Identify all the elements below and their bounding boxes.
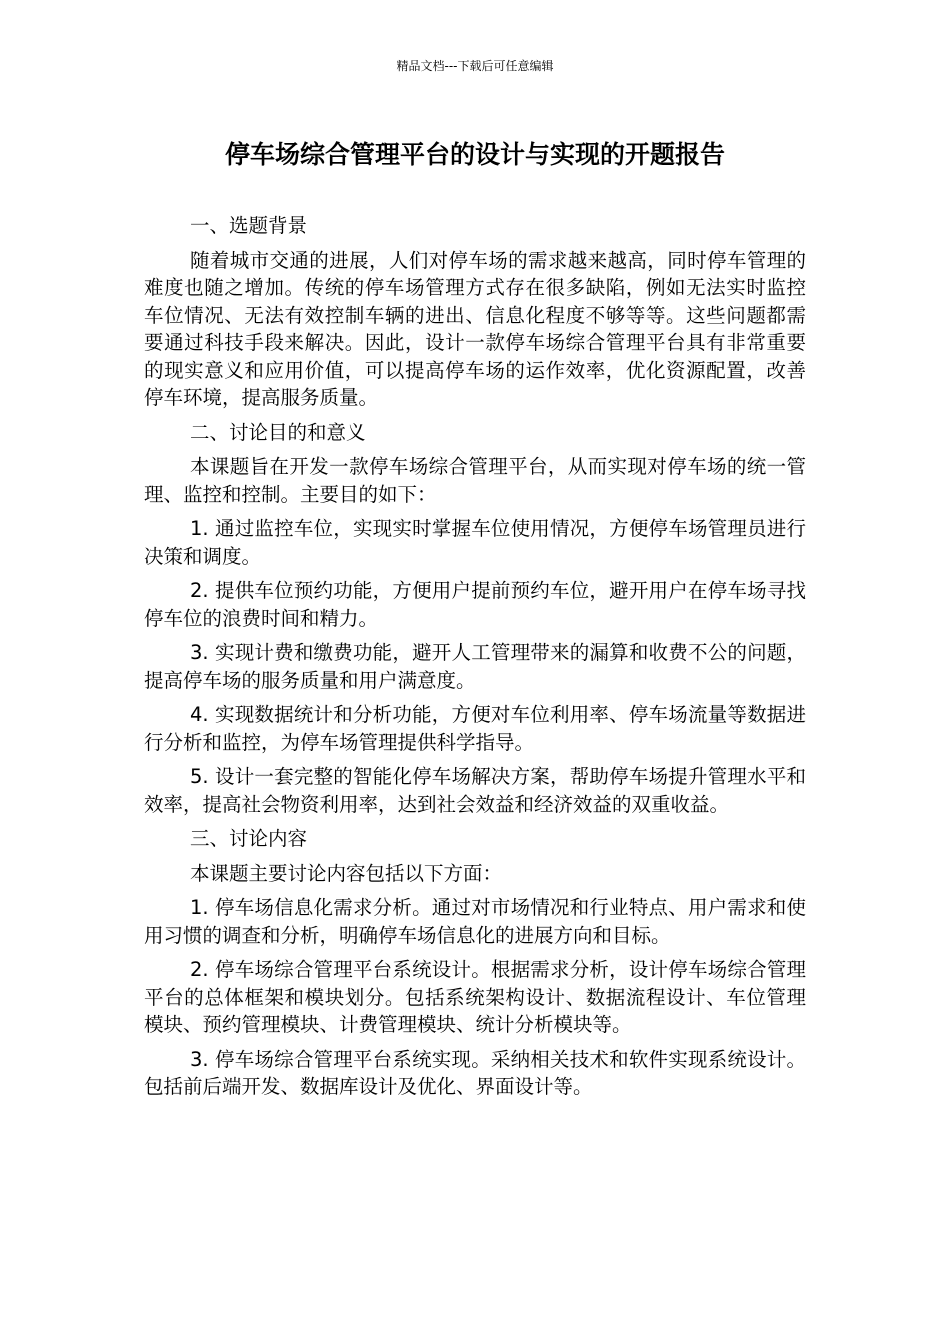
paragraph-content-intro: 本课题主要讨论内容包括以下方面： bbox=[190, 861, 503, 885]
list-item-purpose-5: 5. 设计一套完整的智能化停车场解决方案，帮助停车场提升管理水平和效率，提高社会物资利用率，达到社会效益和经济效益的双重收益。 bbox=[144, 765, 806, 816]
paragraph-background: 随着城市交通的进展，人们对停车场的需求越来越高，同时停车管理的难度也随之增加。传统的停车场管理方式存在很多缺陷，例如无法实时监控车位情况、无法有效控制车辆的进出、信息化程度不够等等。这些问题都需要通过科技手段来解决。因此，设计一款停车场综合管理平台具有非常重要的现实意义和应用价值，可以提高停车场的运作效率，优化资源配置，改善停车环境，提高服务质量。 bbox=[144, 248, 806, 409]
document-title: 停车场综合管理平台的设计与实现的开题报告 bbox=[224, 140, 725, 169]
section-heading-background: 一、选题背景 bbox=[190, 214, 308, 237]
list-item-content-2: 2. 停车场综合管理平台系统设计。根据需求分析，设计停车场综合管理平台的总体框架和模块划分。包括系统架构设计、数据流程设计、车位管理模块、预约管理模块、计费管理模块、统计分析模块等。 bbox=[144, 958, 806, 1036]
list-item-purpose-1: 1. 通过监控车位，实现实时掌握车位使用情况，方便停车场管理员进行决策和调度。 bbox=[144, 517, 806, 568]
document-body bbox=[144, 212, 806, 1108]
list-item-content-1: 1. 停车场信息化需求分析。通过对市场情况和行业特点、用户需求和使用习惯的调查和分析，明确停车场信息化的进展方向和目标。 bbox=[144, 896, 806, 947]
list-item-purpose-2: 2. 提供车位预约功能，方便用户提前预约车位，避开用户在停车场寻找停车位的浪费时间和精力。 bbox=[144, 579, 806, 630]
section-heading-purpose: 二、讨论目的和意义 bbox=[190, 420, 366, 444]
header-note: 精品文档---下载后可任意编辑 bbox=[396, 59, 554, 73]
paragraph-purpose-intro: 本课题旨在开发一款停车场综合管理平台，从而实现对停车场的统一管理、监控和控制。主要目的如下： bbox=[144, 455, 806, 506]
section-heading-content: 三、讨论内容 bbox=[190, 827, 308, 850]
list-item-purpose-4: 4. 实现数据统计和分析功能，方便对车位利用率、停车场流量等数据进行分析和监控，为停车场管理提供科学指导。 bbox=[144, 703, 806, 754]
list-item-purpose-3: 3. 实现计费和缴费功能，避开人工管理带来的漏算和收费不公的问题，提高停车场的服务质量和用户满意度。 bbox=[144, 641, 806, 692]
list-item-content-3: 3. 停车场综合管理平台系统实现。采纳相关技术和软件实现系统设计。包括前后端开发、数据库设计及优化、界面设计等。 bbox=[144, 1047, 806, 1098]
